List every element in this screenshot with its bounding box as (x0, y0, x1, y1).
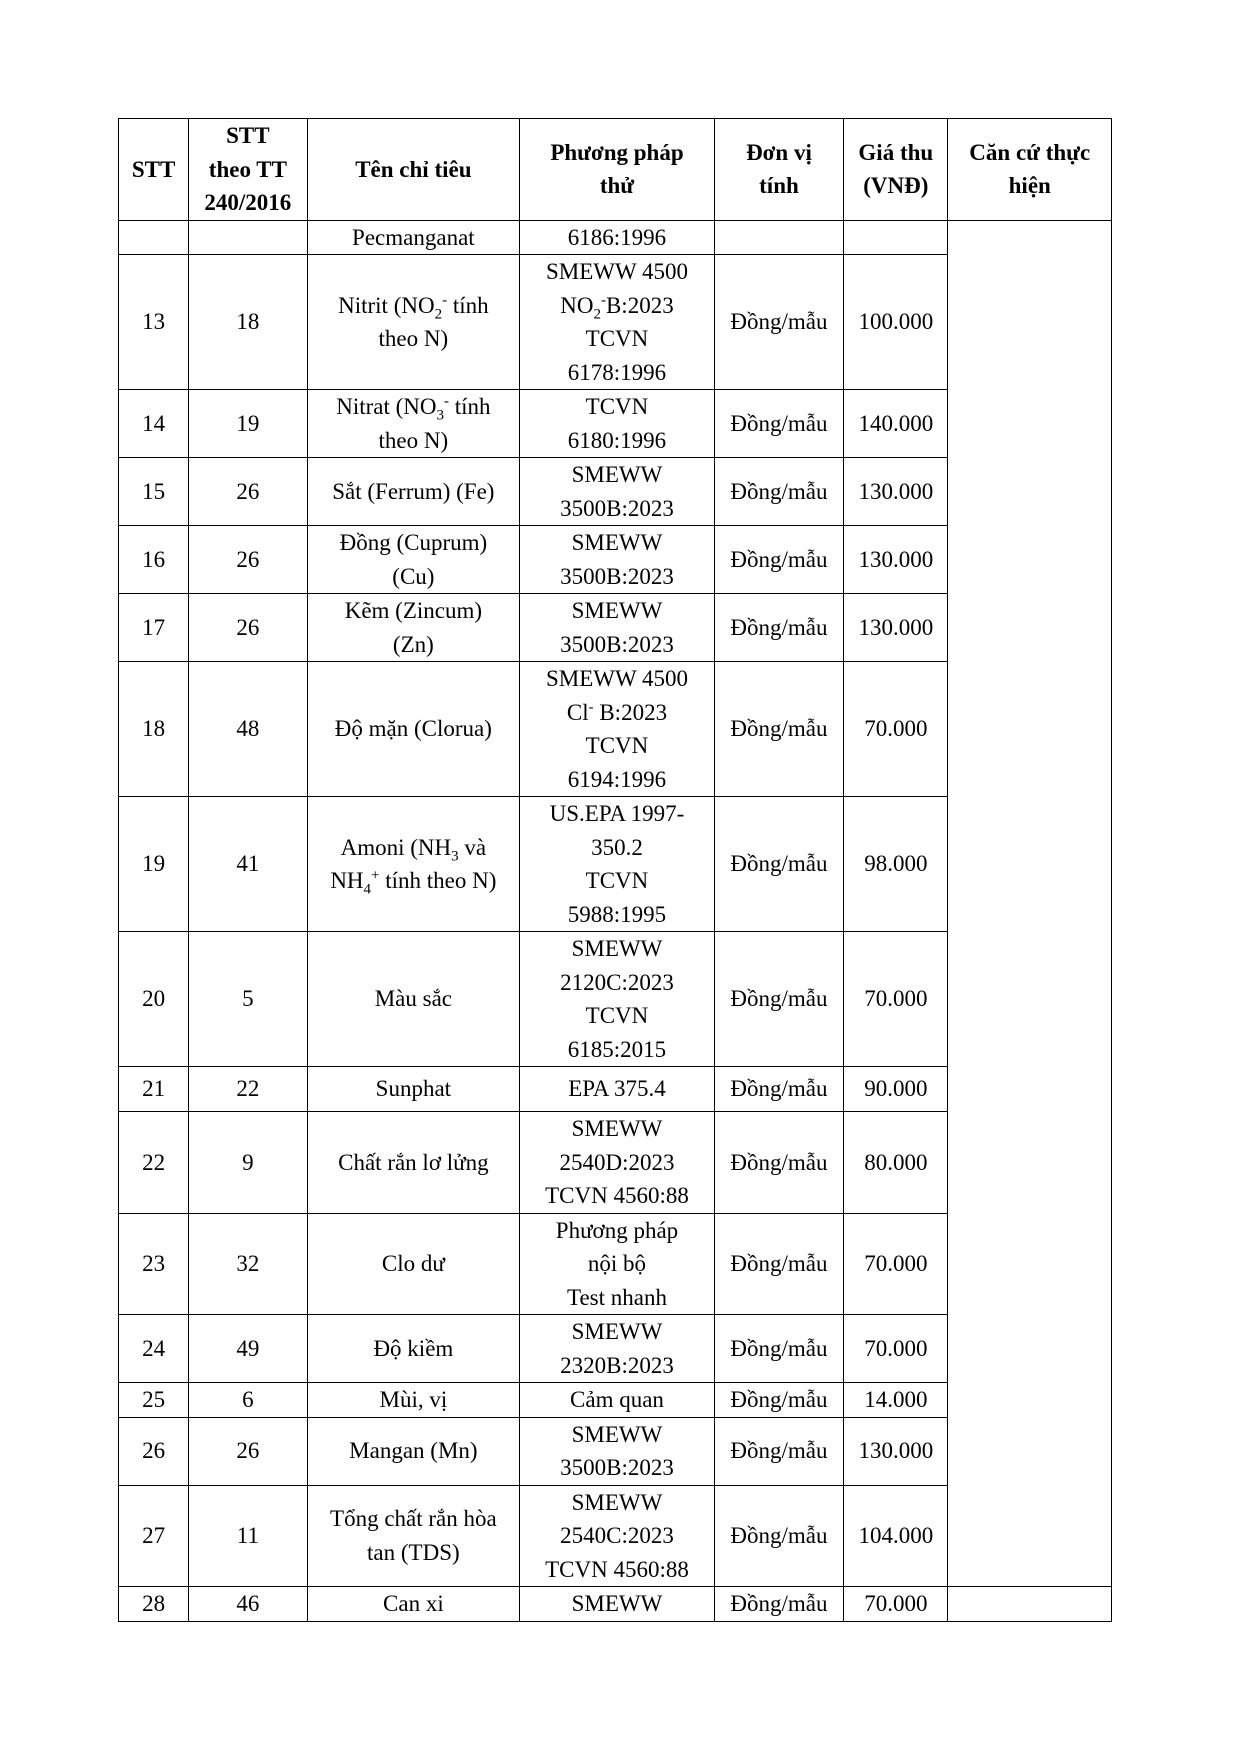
table-row (119, 220, 1112, 255)
cell-name: Amoni ($NH_3$ và $NH_4^+$ tính theo N) (307, 797, 520, 932)
cell-method: SMEWW 2540D:2023 TCVN 4560:88 (520, 1112, 715, 1214)
cell-price: 70.000 (844, 662, 948, 797)
table-row (119, 1587, 1112, 1622)
cell-unit (714, 220, 843, 255)
header-stt: STT (119, 119, 189, 221)
cell-price: 14.000 (844, 1383, 948, 1418)
cell-method: SMEWW 3500B:2023 (520, 458, 715, 526)
cell-name: Độ mặn (Clorua) (307, 662, 520, 797)
cell-price: 104.000 (844, 1485, 948, 1587)
cell-name: Màu sắc (307, 932, 520, 1067)
cell-stt: 21 (119, 1067, 189, 1112)
cell-price: 130.000 (844, 526, 948, 594)
cell-method: SMEWW 3500B:2023 (520, 1417, 715, 1485)
cell-method: US.EPA 1997- 350.2 TCVN 5988:1995 (520, 797, 715, 932)
cell-name: Chất rắn lơ lửng (307, 1112, 520, 1214)
header-row (119, 119, 1112, 221)
cell-price: 90.000 (844, 1067, 948, 1112)
cell-stt-tt: 46 (189, 1587, 307, 1622)
cell-method: SMEWW 2540C:2023 TCVN 4560:88 (520, 1485, 715, 1587)
cell-stt: 23 (119, 1213, 189, 1315)
cell-stt-tt: 6 (189, 1383, 307, 1418)
cell-method: SMEWW (520, 1587, 715, 1622)
cell-stt-tt: 19 (189, 390, 307, 458)
cell-unit: Đồng/mẫu (714, 458, 843, 526)
cell-unit: Đồng/mẫu (714, 1587, 843, 1622)
cell-name: Nitrit ($NO_2^-$ tính theo N) (307, 255, 520, 390)
cell-name: Tổng chất rắn hòa tan (TDS) (307, 1485, 520, 1587)
cell-name: Pecmanganat (307, 220, 520, 255)
cell-stt-tt: 48 (189, 662, 307, 797)
cell-stt-tt: 32 (189, 1213, 307, 1315)
cell-stt-tt: 49 (189, 1315, 307, 1383)
cell-stt-tt: 11 (189, 1485, 307, 1587)
cell-stt: 28 (119, 1587, 189, 1622)
cell-method: SMEWW 3500B:2023 (520, 594, 715, 662)
cell-unit: Đồng/mẫu (714, 1315, 843, 1383)
cell-stt-tt: 26 (189, 526, 307, 594)
cell-stt-tt: 5 (189, 932, 307, 1067)
cell-unit: Đồng/mẫu (714, 932, 843, 1067)
cell-unit: Đồng/mẫu (714, 1417, 843, 1485)
cell-name: Sunphat (307, 1067, 520, 1112)
cell-stt-tt (189, 220, 307, 255)
cell-method: 6186:1996 (520, 220, 715, 255)
cell-name: Kẽm (Zincum) (Zn) (307, 594, 520, 662)
cell-name: Clo dư (307, 1213, 520, 1315)
cell-name: Can xi (307, 1587, 520, 1622)
header-stt-tt: STT theo TT 240/2016 (189, 119, 307, 221)
cell-name: Mùi, vị (307, 1383, 520, 1418)
cell-price: 140.000 (844, 390, 948, 458)
cell-stt: 25 (119, 1383, 189, 1418)
cell-stt: 13 (119, 255, 189, 390)
cell-price: 100.000 (844, 255, 948, 390)
cell-method: TCVN 6180:1996 (520, 390, 715, 458)
cell-basis-merged (948, 220, 1112, 1587)
cell-method: SMEWW 3500B:2023 (520, 526, 715, 594)
cell-unit: Đồng/mẫu (714, 1112, 843, 1214)
cell-stt-tt: 18 (189, 255, 307, 390)
cell-unit: Đồng/mẫu (714, 526, 843, 594)
cell-unit: Đồng/mẫu (714, 1485, 843, 1587)
cell-stt: 20 (119, 932, 189, 1067)
cell-stt-tt: 26 (189, 1417, 307, 1485)
cell-stt: 17 (119, 594, 189, 662)
cell-price: 130.000 (844, 1417, 948, 1485)
cell-method: SMEWW 4500 $NO_2^-B:2023$ TCVN 6178:1996 (520, 255, 715, 390)
cell-unit: Đồng/mẫu (714, 594, 843, 662)
cell-method: SMEWW 4500 Cl- B:2023 TCVN 6194:1996 (520, 662, 715, 797)
cell-stt: 18 (119, 662, 189, 797)
header-basis: Căn cứ thực hiện (948, 119, 1112, 221)
cell-method: SMEWW 2120C:2023 TCVN 6185:2015 (520, 932, 715, 1067)
header-name: Tên chỉ tiêu (307, 119, 520, 221)
cell-unit: Đồng/mẫu (714, 662, 843, 797)
cell-unit: Đồng/mẫu (714, 1383, 843, 1418)
cell-name: Độ kiềm (307, 1315, 520, 1383)
cell-method: SMEWW 2320B:2023 (520, 1315, 715, 1383)
cell-price: 70.000 (844, 932, 948, 1067)
cell-stt-tt: 9 (189, 1112, 307, 1214)
cell-price: 80.000 (844, 1112, 948, 1214)
cell-price: 70.000 (844, 1213, 948, 1315)
cell-method: EPA 375.4 (520, 1067, 715, 1112)
cell-name: Nitrat ($NO_3^-$ tính theo N) (307, 390, 520, 458)
cell-stt: 15 (119, 458, 189, 526)
cell-stt (119, 220, 189, 255)
cell-method: Phương pháp nội bộ Test nhanh (520, 1213, 715, 1315)
cell-name: Mangan (Mn) (307, 1417, 520, 1485)
cell-stt: 24 (119, 1315, 189, 1383)
cell-price: 130.000 (844, 458, 948, 526)
cell-unit: Đồng/mẫu (714, 390, 843, 458)
cell-stt-tt: 41 (189, 797, 307, 932)
cell-price: 70.000 (844, 1315, 948, 1383)
cell-stt: 14 (119, 390, 189, 458)
cell-unit: Đồng/mẫu (714, 797, 843, 932)
cell-price (844, 220, 948, 255)
cell-basis (948, 1587, 1112, 1622)
cell-name: Sắt (Ferrum) (Fe) (307, 458, 520, 526)
price-table (118, 118, 1112, 1622)
header-method: Phương pháp thử (520, 119, 715, 221)
cell-stt-tt: 26 (189, 458, 307, 526)
cell-stt: 22 (119, 1112, 189, 1214)
cell-price: 70.000 (844, 1587, 948, 1622)
cell-unit: Đồng/mẫu (714, 255, 843, 390)
header-price: Giá thu (VNĐ) (844, 119, 948, 221)
cell-stt: 16 (119, 526, 189, 594)
cell-stt-tt: 22 (189, 1067, 307, 1112)
cell-method: Cảm quan (520, 1383, 715, 1418)
cell-stt: 27 (119, 1485, 189, 1587)
cell-price: 98.000 (844, 797, 948, 932)
cell-name: Đồng (Cuprum) (Cu) (307, 526, 520, 594)
cell-stt: 26 (119, 1417, 189, 1485)
cell-unit: Đồng/mẫu (714, 1213, 843, 1315)
cell-price: 130.000 (844, 594, 948, 662)
cell-stt-tt: 26 (189, 594, 307, 662)
header-unit: Đơn vị tính (714, 119, 843, 221)
cell-unit: Đồng/mẫu (714, 1067, 843, 1112)
cell-stt: 19 (119, 797, 189, 932)
